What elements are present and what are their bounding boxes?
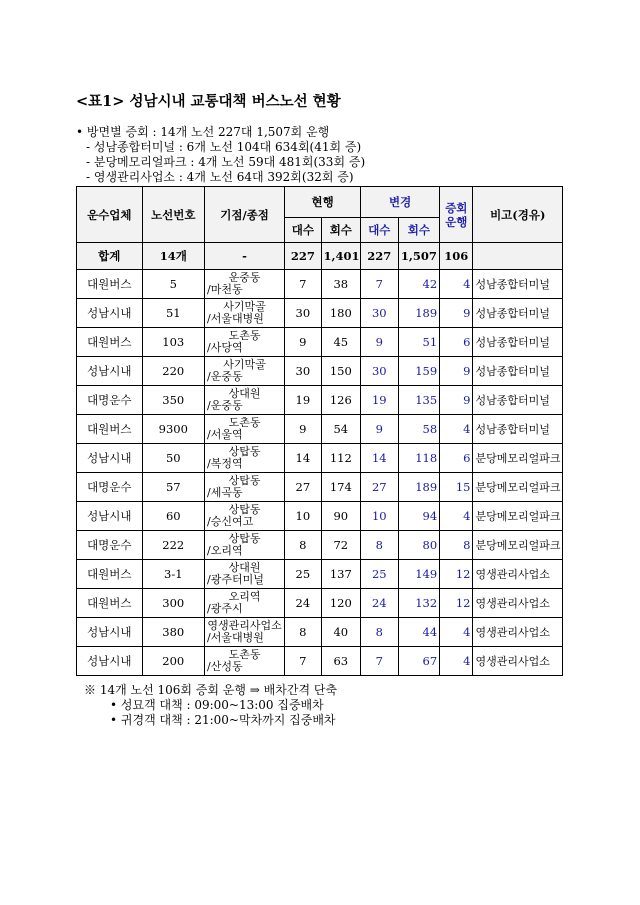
row-changed-trips: 132 xyxy=(398,589,440,618)
row-route-no: 51 xyxy=(142,299,204,328)
row-changed-vehicles: 7 xyxy=(361,647,398,676)
row-endpoints xyxy=(205,647,285,676)
row-company: 대원버스 xyxy=(77,415,143,444)
summary-line: - 성남종합터미널 : 6개 노선 104대 634회(41회 증) xyxy=(86,140,362,154)
row-current-vehicles: 8 xyxy=(285,618,321,647)
row-current-trips: 174 xyxy=(321,473,361,502)
footnote-bullet: • 성묘객 대책 : 09:00~13:00 집중배차 xyxy=(110,698,324,712)
row-company: 대원버스 xyxy=(77,328,143,357)
row-endpoints xyxy=(205,502,285,531)
route-destination: /서울대병원 xyxy=(207,312,264,325)
row-route-no: 5 xyxy=(142,270,204,299)
row-changed-vehicles: 9 xyxy=(361,415,398,444)
route-destination: /서울대병원 xyxy=(207,631,264,644)
row-changed-vehicles: 25 xyxy=(361,560,398,589)
total-changed-trips: 1,507 xyxy=(398,243,440,270)
row-note: 영생관리사업소 xyxy=(473,647,563,676)
header-endpoints: 기점/종점 xyxy=(205,187,285,243)
footnote-main: ※ 14개 노선 106회 증회 운행 ⇒ 배차간격 단축 xyxy=(84,683,338,697)
row-company: 대명운수 xyxy=(77,531,143,560)
route-origin: 영생관리사업소 xyxy=(207,619,282,632)
row-increase: 4 xyxy=(440,618,473,647)
row-note: 분당메모리얼파크 xyxy=(473,502,563,531)
route-destination: /마천동 xyxy=(207,283,243,296)
row-changed-trips: 44 xyxy=(398,618,440,647)
row-endpoints xyxy=(205,299,285,328)
row-endpoints xyxy=(205,328,285,357)
table-row xyxy=(77,357,563,386)
route-origin: 상탑동 xyxy=(228,474,261,487)
row-changed-trips: 118 xyxy=(398,444,440,473)
row-endpoints xyxy=(205,618,285,647)
route-destination: /사당역 xyxy=(207,341,243,354)
row-changed-trips: 67 xyxy=(398,647,440,676)
summary-main: • 방면별 증회 : 14개 노선 227대 1,507회 운행 xyxy=(76,125,330,139)
table-row xyxy=(77,531,563,560)
route-origin: 상탑동 xyxy=(228,503,261,516)
total-current-vehicles: 227 xyxy=(285,243,321,270)
row-endpoints xyxy=(205,415,285,444)
row-increase: 4 xyxy=(440,270,473,299)
row-current-trips: 137 xyxy=(321,560,361,589)
summary-line: - 분당메모리얼파크 : 4개 노선 59대 481회(33회 증) xyxy=(86,155,366,169)
row-current-trips: 72 xyxy=(321,531,361,560)
total-company: 합계 xyxy=(77,243,143,270)
row-company: 성남시내 xyxy=(77,618,143,647)
row-company: 대명운수 xyxy=(77,473,143,502)
row-increase: 12 xyxy=(440,560,473,589)
row-endpoints xyxy=(205,560,285,589)
route-origin: 상탑동 xyxy=(228,445,261,458)
route-destination: /서울역 xyxy=(207,428,243,441)
row-increase: 4 xyxy=(440,415,473,444)
row-changed-trips: 189 xyxy=(398,473,440,502)
row-company: 대원버스 xyxy=(77,270,143,299)
row-endpoints xyxy=(205,386,285,415)
route-origin: 도촌동 xyxy=(228,416,261,429)
row-current-trips: 180 xyxy=(321,299,361,328)
row-current-trips: 54 xyxy=(321,415,361,444)
header-current-vehicles: 대수 xyxy=(285,218,321,243)
row-note: 분당메모리얼파크 xyxy=(473,531,563,560)
row-note: 영생관리사업소 xyxy=(473,589,563,618)
row-route-no: 60 xyxy=(142,502,204,531)
header-current-trips: 회수 xyxy=(321,218,361,243)
header-increase xyxy=(440,187,473,243)
row-increase: 9 xyxy=(440,386,473,415)
row-note: 영생관리사업소 xyxy=(473,560,563,589)
row-current-trips: 120 xyxy=(321,589,361,618)
row-changed-trips: 80 xyxy=(398,531,440,560)
row-route-no: 220 xyxy=(142,357,204,386)
table-row xyxy=(77,444,563,473)
row-increase: 4 xyxy=(440,647,473,676)
table-row xyxy=(77,560,563,589)
row-endpoints xyxy=(205,473,285,502)
row-changed-vehicles: 10 xyxy=(361,502,398,531)
row-route-no: 200 xyxy=(142,647,204,676)
route-origin: 도촌동 xyxy=(228,329,261,342)
total-route-count: 14개 xyxy=(142,243,204,270)
route-origin: 사기막골 xyxy=(223,300,266,313)
row-current-trips: 112 xyxy=(321,444,361,473)
row-current-vehicles: 27 xyxy=(285,473,321,502)
row-increase: 9 xyxy=(440,357,473,386)
header-changed-trips: 회수 xyxy=(398,218,440,243)
total-changed-vehicles: 227 xyxy=(361,243,398,270)
row-changed-vehicles: 9 xyxy=(361,328,398,357)
table-row xyxy=(77,299,563,328)
row-increase: 8 xyxy=(440,531,473,560)
row-current-vehicles: 9 xyxy=(285,328,321,357)
row-changed-trips: 189 xyxy=(398,299,440,328)
route-destination: /운중동 xyxy=(207,399,243,412)
row-route-no: 380 xyxy=(142,618,204,647)
row-company: 성남시내 xyxy=(77,299,143,328)
row-company: 성남시내 xyxy=(77,502,143,531)
summary-block xyxy=(76,125,365,185)
row-company: 대명운수 xyxy=(77,386,143,415)
row-note: 분당메모리얼파크 xyxy=(473,444,563,473)
row-changed-trips: 159 xyxy=(398,357,440,386)
row-increase: 6 xyxy=(440,328,473,357)
route-origin: 도촌동 xyxy=(228,648,261,661)
footnote-bullet: • 귀경객 대책 : 21:00~막차까지 집중배차 xyxy=(110,713,336,727)
table-row xyxy=(77,589,563,618)
bus-route-table xyxy=(76,186,563,676)
row-route-no: 222 xyxy=(142,531,204,560)
row-current-vehicles: 25 xyxy=(285,560,321,589)
row-endpoints xyxy=(205,357,285,386)
row-current-trips: 63 xyxy=(321,647,361,676)
row-increase: 9 xyxy=(440,299,473,328)
route-destination: /광주터미널 xyxy=(207,573,264,586)
row-current-vehicles: 9 xyxy=(285,415,321,444)
row-current-vehicles: 7 xyxy=(285,270,321,299)
row-company: 성남시내 xyxy=(77,647,143,676)
total-row xyxy=(77,243,563,270)
header-increase-line1: 증회 xyxy=(445,200,468,215)
table-row xyxy=(77,386,563,415)
row-route-no: 300 xyxy=(142,589,204,618)
table-caption: <표1> 성남시내 교통대책 버스노선 현황 xyxy=(76,93,341,110)
total-increase: 106 xyxy=(440,243,473,270)
table-row xyxy=(77,502,563,531)
table-row xyxy=(77,415,563,444)
row-current-vehicles: 24 xyxy=(285,589,321,618)
row-changed-trips: 51 xyxy=(398,328,440,357)
row-current-trips: 40 xyxy=(321,618,361,647)
route-destination: /광주시 xyxy=(207,602,243,615)
row-changed-vehicles: 24 xyxy=(361,589,398,618)
header-note: 비고(경유) xyxy=(473,187,563,243)
row-current-trips: 126 xyxy=(321,386,361,415)
row-route-no: 9300 xyxy=(142,415,204,444)
row-changed-trips: 94 xyxy=(398,502,440,531)
row-endpoints xyxy=(205,270,285,299)
route-destination: /승신여고 xyxy=(207,515,254,528)
table-row xyxy=(77,618,563,647)
row-increase: 15 xyxy=(440,473,473,502)
row-note: 성남종합터미널 xyxy=(473,299,563,328)
route-origin: 상탑동 xyxy=(228,532,261,545)
row-company: 대원버스 xyxy=(77,589,143,618)
row-changed-vehicles: 27 xyxy=(361,473,398,502)
row-current-trips: 90 xyxy=(321,502,361,531)
row-note: 분당메모리얼파크 xyxy=(473,473,563,502)
row-increase: 6 xyxy=(440,444,473,473)
row-company: 대원버스 xyxy=(77,560,143,589)
table-row xyxy=(77,270,563,299)
row-current-vehicles: 7 xyxy=(285,647,321,676)
row-changed-vehicles: 19 xyxy=(361,386,398,415)
row-current-trips: 150 xyxy=(321,357,361,386)
header-increase-line2: 운행 xyxy=(445,214,468,229)
row-changed-trips: 42 xyxy=(398,270,440,299)
row-endpoints xyxy=(205,589,285,618)
row-changed-vehicles: 8 xyxy=(361,531,398,560)
row-note: 성남종합터미널 xyxy=(473,415,563,444)
row-route-no: 350 xyxy=(142,386,204,415)
table-row xyxy=(77,473,563,502)
route-destination: /오리역 xyxy=(207,544,243,557)
row-note: 성남종합터미널 xyxy=(473,328,563,357)
row-changed-vehicles: 7 xyxy=(361,270,398,299)
row-current-vehicles: 8 xyxy=(285,531,321,560)
row-route-no: 50 xyxy=(142,444,204,473)
route-destination: /산성동 xyxy=(207,660,243,673)
route-origin: 상대원 xyxy=(228,561,261,574)
row-note: 성남종합터미널 xyxy=(473,386,563,415)
row-increase: 4 xyxy=(440,502,473,531)
route-destination: /세곡동 xyxy=(207,486,243,499)
row-changed-trips: 58 xyxy=(398,415,440,444)
footnote-block xyxy=(84,683,337,728)
row-increase: 12 xyxy=(440,589,473,618)
route-destination: /운중동 xyxy=(207,370,243,383)
row-note: 성남종합터미널 xyxy=(473,270,563,299)
total-endpoints: - xyxy=(205,243,285,270)
row-changed-vehicles: 14 xyxy=(361,444,398,473)
row-note: 성남종합터미널 xyxy=(473,357,563,386)
total-note xyxy=(473,243,563,270)
row-endpoints xyxy=(205,444,285,473)
row-changed-vehicles: 30 xyxy=(361,357,398,386)
row-endpoints xyxy=(205,531,285,560)
header-company: 운수업체 xyxy=(77,187,143,243)
row-company: 성남시내 xyxy=(77,357,143,386)
row-current-vehicles: 14 xyxy=(285,444,321,473)
header-changed: 변경 xyxy=(361,187,440,218)
table-row xyxy=(77,647,563,676)
summary-line: - 영생관리사업소 : 4개 노선 64대 392회(32회 증) xyxy=(86,170,354,184)
row-current-vehicles: 30 xyxy=(285,357,321,386)
route-origin: 운중동 xyxy=(228,271,261,284)
row-changed-vehicles: 8 xyxy=(361,618,398,647)
header-route-no: 노선번호 xyxy=(142,187,204,243)
row-current-vehicles: 10 xyxy=(285,502,321,531)
row-current-trips: 38 xyxy=(321,270,361,299)
row-route-no: 3-1 xyxy=(142,560,204,589)
row-changed-trips: 135 xyxy=(398,386,440,415)
row-current-vehicles: 30 xyxy=(285,299,321,328)
row-route-no: 57 xyxy=(142,473,204,502)
row-current-trips: 45 xyxy=(321,328,361,357)
row-company: 성남시내 xyxy=(77,444,143,473)
row-changed-trips: 149 xyxy=(398,560,440,589)
row-changed-vehicles: 30 xyxy=(361,299,398,328)
route-origin: 사기막골 xyxy=(223,358,266,371)
route-destination: /복정역 xyxy=(207,457,243,470)
row-route-no: 103 xyxy=(142,328,204,357)
route-origin: 오리역 xyxy=(228,590,261,603)
row-note: 영생관리사업소 xyxy=(473,618,563,647)
route-origin: 상대원 xyxy=(228,387,261,400)
row-current-vehicles: 19 xyxy=(285,386,321,415)
header-changed-vehicles: 대수 xyxy=(361,218,398,243)
header-current: 현행 xyxy=(285,187,361,218)
table-row xyxy=(77,328,563,357)
total-current-trips: 1,401 xyxy=(321,243,361,270)
